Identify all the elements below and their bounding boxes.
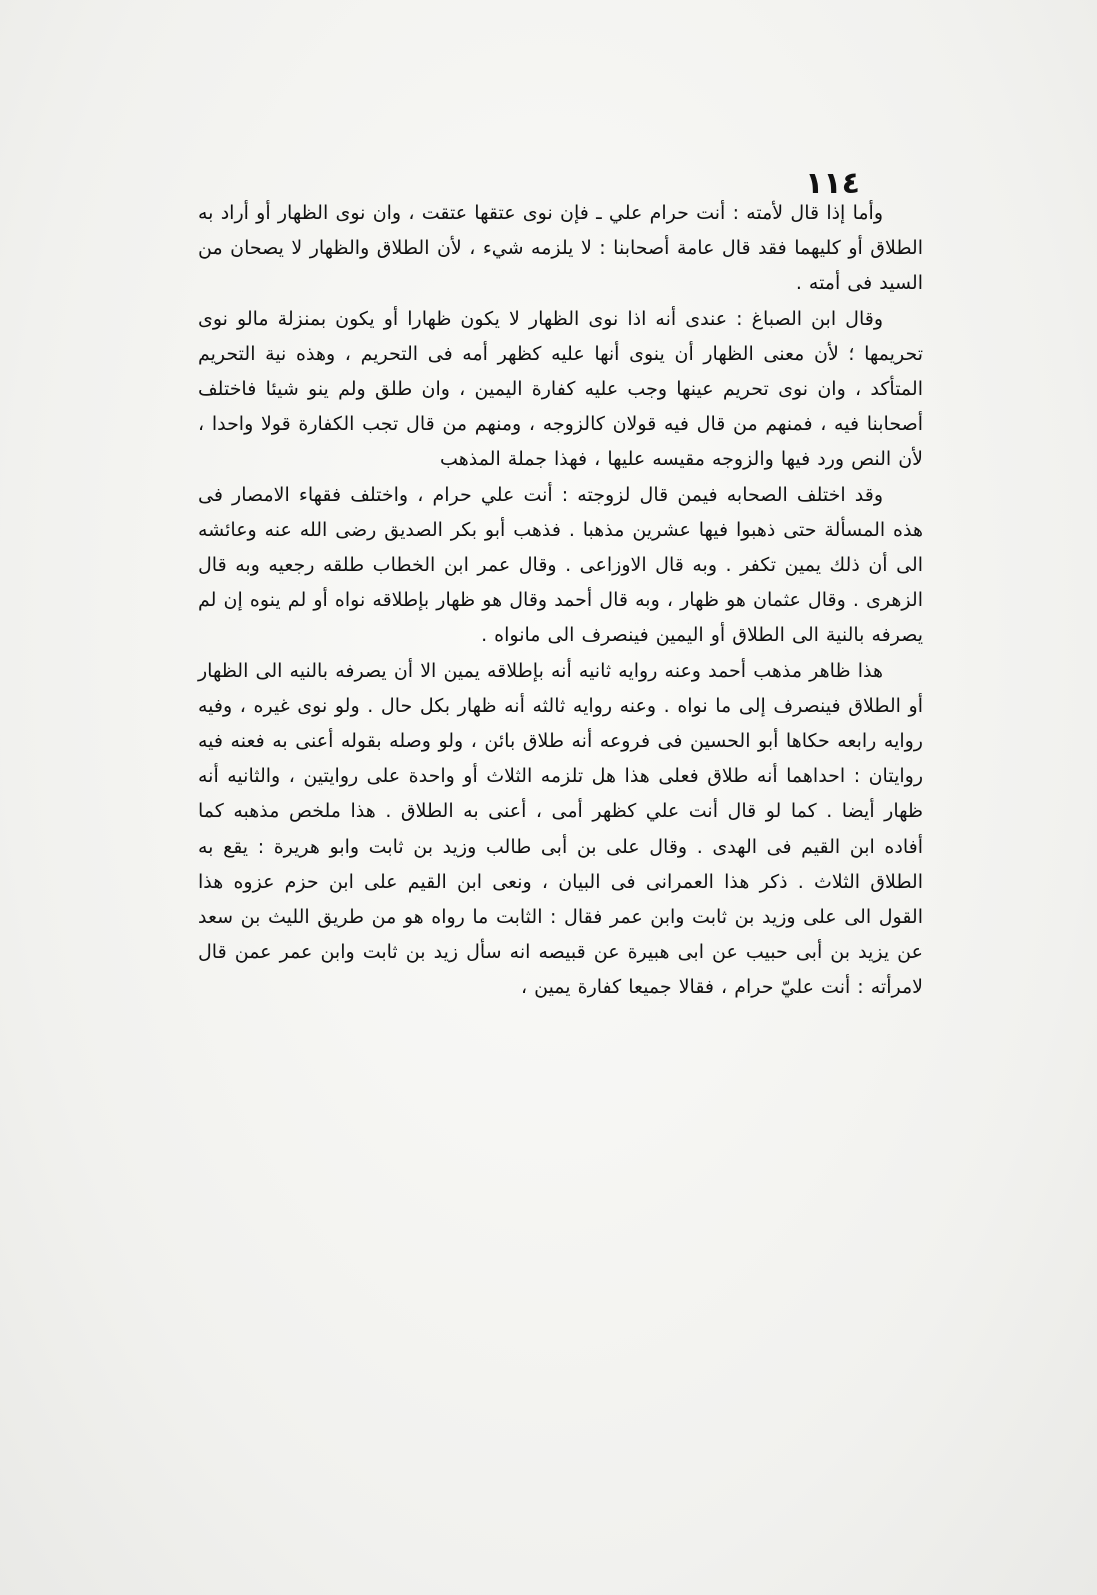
paragraph-2: وقال ابن الصباغ : عندى أنه اذا نوى الظهار لا يكون ظهارا أو يكون بمنزلة مالو نوى تحريمها ؛ لأن معنى الظهار أن ينوى أنها عليه كظهر أمه فى التحريم ، وهذه نية التحريم المتأكد ، وان نوى تحريم عينها وجب عليه كفارة اليمين ، وان طلق ولم ينو شيئا فاختلف أصحابنا فيه ، فمنهم من قال فيه قولان كالزوجه ، ومنهم من قال تجب الكفارة قولا واحدا ، لأن النص ورد فيها والزوجه مقيسه عليها ، فهذا جملة المذهب — [198, 307, 923, 471]
page-number: ١١٤ — [805, 166, 860, 201]
paragraph-4: هذا ظاهر مذهب أحمد وعنه روايه ثانيه أنه بإطلاقه يمين الا أن يصرفه بالنيه الى الظهار أو الطلاق فينصرف إلى ما نواه . وعنه روايه ثالثه أنه ظهار بكل حال . ولو نوى غيره ، وفيه روايه رابعه حكاها أبو الحسين فى فروعه أنه طلاق بائن ، ولو وصله بقوله أعنى به فعنه فيه روايتان : احداهما أنه طلاق فعلى هذا هل تلزمه الثلاث أو واحدة على روايتين ، والثانيه أنه ظهار أيضا . كما لو قال أنت علي كظهر أمى ، أعنى به الطلاق . هذا ملخص مذهبه كما أفاده ابن القيم فى الهدى . وقال على بن أبى طالب وزيد بن ثابت وابو هريرة : يقع به الطلاق الثلاث . ذكر هذا العمرانى فى البيان ، ونعى ابن القيم على ابن حزم عزوه هذا القول الى على وزيد بن ثابت وابن عمر فقال : الثابت ما رواه هو من طريق الليث بن سعد عن يزيد بن أبى حبيب عن ابى هبيرة عن قبيصه انه سأل زيد بن ثابت وابن عمر عمن قال لامرأته : أنت عليّ حرام ، فقالا جميعا كفارة يمين ، — [198, 659, 923, 999]
paragraph-1: وأما إذا قال لأمته : أنت حرام علي ـ فإن نوى عتقها عتقت ، وان نوى الظهار أو أراد به الطلاق أو كليهما فقد قال عامة أصحابنا : لا يلزمه شيء ، لأن الطلاق والظهار لا يصحان من السيد فى أمته . — [198, 202, 923, 295]
body-text — [198, 196, 923, 1006]
paragraph-3: وقد اختلف الصحابه فيمن قال لزوجته : أنت علي حرام ، واختلف فقهاء الامصار فى هذه المسألة حتى ذهبوا فيها عشرين مذهبا . فذهب أبو بكر الصديق رضى الله عنه وعائشه الى أن ذلك يمين تكفر . وبه قال الاوزاعى . وقال عمر ابن الخطاب طلقه رجعيه وبه قال الزهرى . وقال عثمان هو ظهار ، وبه قال أحمد وقال هو ظهار بإطلاقه نواه أو لم ينوه إن لم يصرفه بالنية الى الطلاق أو اليمين فينصرف الى مانواه . — [198, 483, 923, 647]
